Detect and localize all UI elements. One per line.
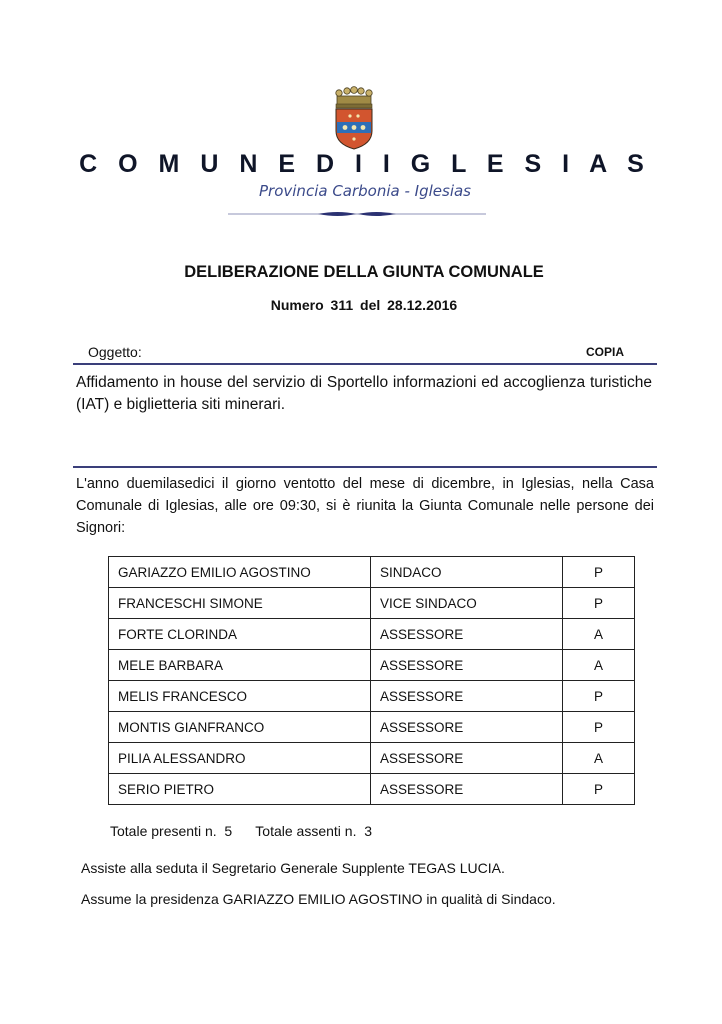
- oggetto-divider: [73, 363, 657, 365]
- assiste-line: Assiste alla seduta il Segretario Generale Supplente TEGAS LUCIA.: [81, 860, 505, 876]
- member-name: FORTE CLORINDA: [109, 619, 371, 650]
- assume-line: Assume la presidenza GARIAZZO EMILIO AGOSTINO in qualità di Sindaco.: [81, 891, 556, 907]
- member-role: VICE SINDACO: [371, 588, 563, 619]
- table-row: [109, 650, 635, 681]
- decorative-rule-icon: [228, 206, 486, 222]
- attendance-totals: [110, 823, 372, 839]
- member-role: SINDACO: [371, 557, 563, 588]
- table-row: [109, 588, 635, 619]
- deliberation-number: Numero 311 del 28.12.2016: [270, 297, 458, 313]
- member-presence: P: [563, 588, 635, 619]
- member-presence: P: [563, 557, 635, 588]
- member-name: MELE BARBARA: [109, 650, 371, 681]
- member-name: PILIA ALESSANDRO: [109, 743, 371, 774]
- table-row: [109, 681, 635, 712]
- copia-label: COPIA: [586, 345, 625, 359]
- member-role: ASSESSORE: [371, 743, 563, 774]
- member-presence: A: [563, 650, 635, 681]
- member-role: ASSESSORE: [371, 712, 563, 743]
- table-row: [109, 743, 635, 774]
- oggetto-label: Oggetto:: [88, 344, 142, 360]
- member-name: FRANCESCHI SIMONE: [109, 588, 371, 619]
- totale-presenti: Totale presenti n. 5: [110, 823, 233, 839]
- member-presence: A: [563, 743, 635, 774]
- table-row: [109, 557, 635, 588]
- member-presence: P: [563, 774, 635, 805]
- member-role: ASSESSORE: [371, 619, 563, 650]
- section-divider: [73, 466, 657, 468]
- intro-paragraph: L'anno duemilasedici il giorno ventotto del mese di dicembre, in Iglesias, nella Casa Comunale di Iglesias, alle ore 09:30, si è riunita la Giunta Comunale nelle persone dei Signori:: [76, 476, 654, 536]
- comune-title: C O M U N E D I I G L E S I A S: [79, 150, 651, 178]
- member-role: ASSESSORE: [371, 650, 563, 681]
- member-name: MELIS FRANCESCO: [109, 681, 371, 712]
- member-name: SERIO PIETRO: [109, 774, 371, 805]
- totale-assenti: Totale assenti n. 3: [255, 823, 373, 839]
- provincia-subtitle: Provincia Carbonia - Iglesias: [259, 182, 471, 200]
- deliberation-title: DELIBERAZIONE DELLA GIUNTA COMUNALE: [184, 263, 544, 281]
- municipal-crest-icon: [330, 86, 378, 152]
- table-row: [109, 619, 635, 650]
- table-row: [109, 712, 635, 743]
- member-role: ASSESSORE: [371, 774, 563, 805]
- member-presence: A: [563, 619, 635, 650]
- member-role: ASSESSORE: [371, 681, 563, 712]
- members-table: [108, 556, 635, 805]
- oggetto-text: Affidamento in house del servizio di Sportello informazioni ed accoglienza turistiche (IAT) e biglietteria siti minerari.: [76, 374, 652, 413]
- member-name: GARIAZZO EMILIO AGOSTINO: [109, 557, 371, 588]
- member-presence: P: [563, 681, 635, 712]
- member-presence: P: [563, 712, 635, 743]
- table-row: [109, 774, 635, 805]
- member-name: MONTIS GIANFRANCO: [109, 712, 371, 743]
